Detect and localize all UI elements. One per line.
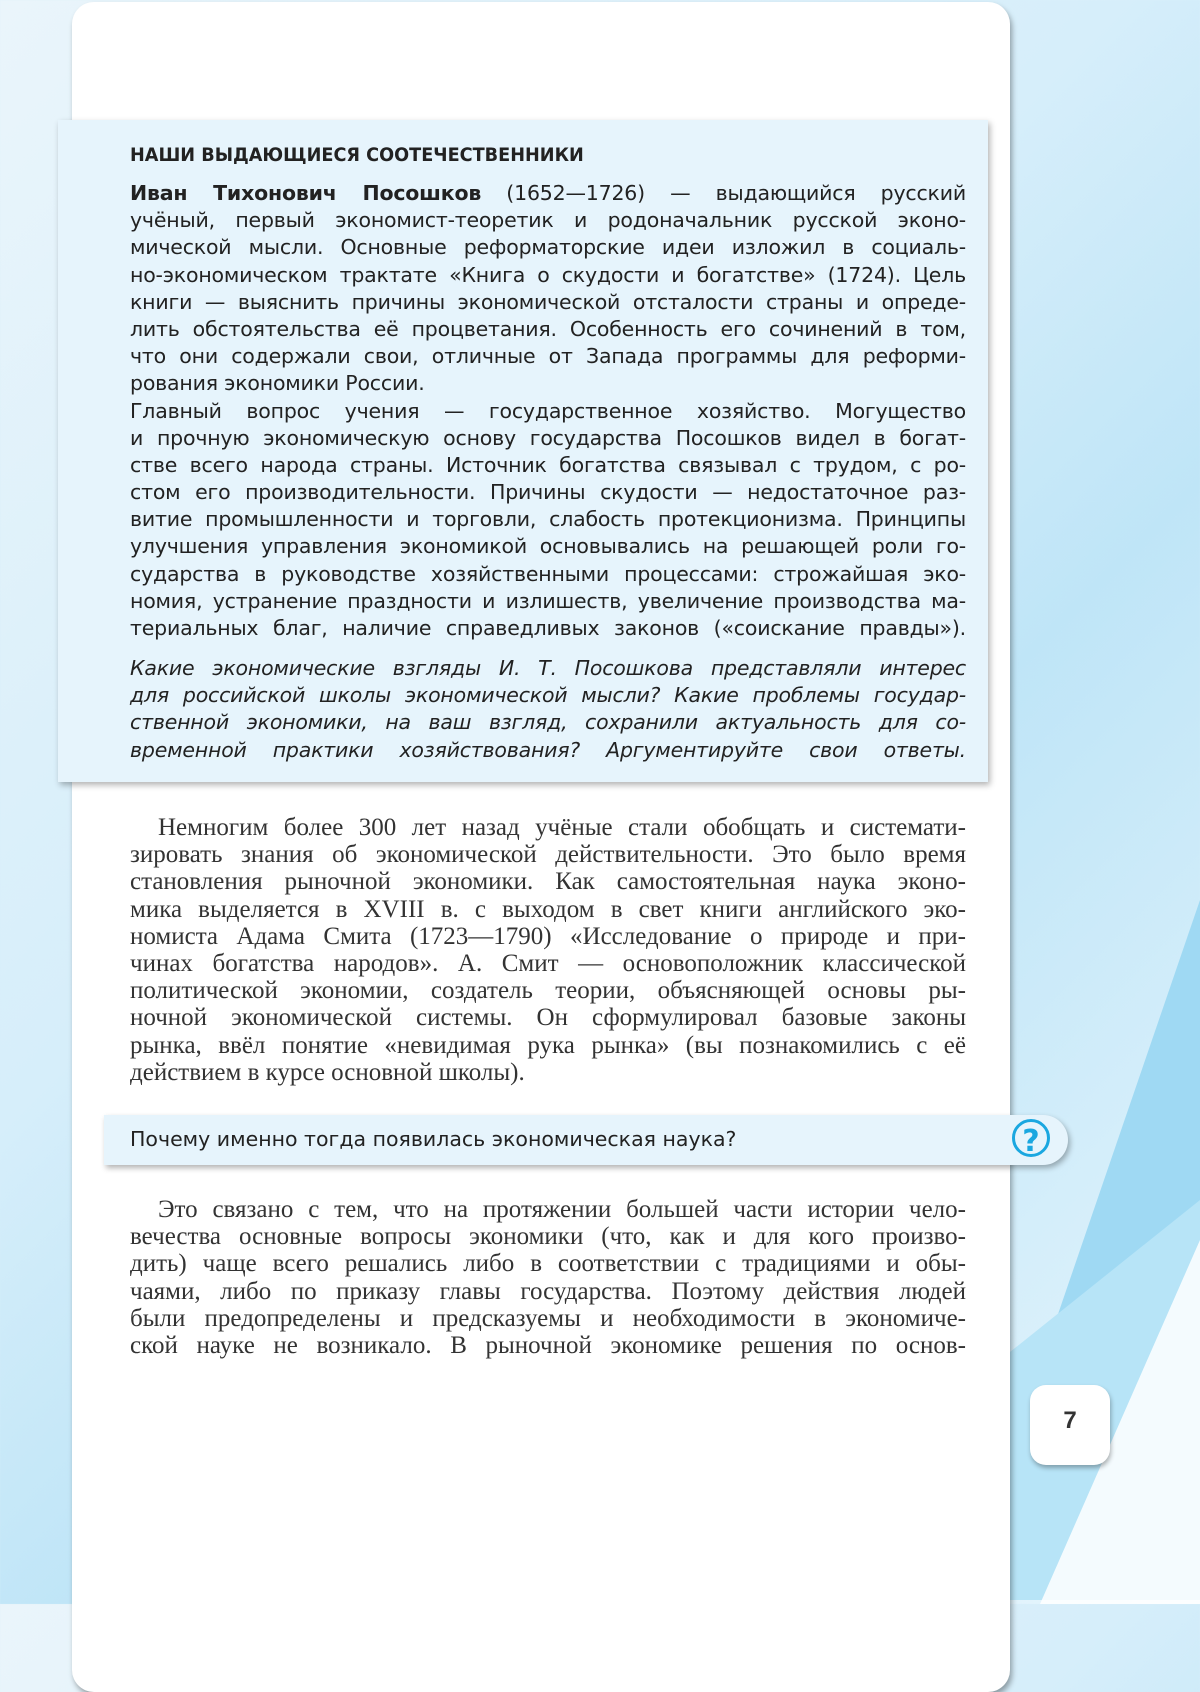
text-line: ской науке не возникало. В рыночной экономике решения по основ-: [130, 1331, 966, 1359]
text-line: чаями, либо по приказу главы государства. Поэтому действия людей: [130, 1277, 966, 1305]
text-line: политической экономии, создатель теории, объясняющей основы ры-: [130, 977, 966, 1005]
person-name: Иван Тихонович Посошков: [130, 181, 482, 205]
text-line: сударства в руководстве хозяйственными процессами: строжайшая эко-: [130, 561, 966, 586]
paragraph: [130, 1196, 966, 1359]
text-line: (1652—1726) — выдающийся русский: [481, 181, 966, 205]
text-line: учёный, первый экономист-теоретик и родоначальник русской эконо-: [130, 208, 966, 233]
text-line: мика выделяется в XVIII в. с выходом в свет книги английского эко-: [130, 895, 966, 923]
question-mark-icon: ?: [1012, 1119, 1050, 1157]
text-line: и прочную экономическую основу государства Посошков видел в богат-: [130, 425, 966, 450]
feature-body: [130, 180, 966, 642]
question-text: Почему именно тогда появилась экономическая наука?: [130, 1127, 737, 1151]
text-line: рынка, ввёл понятие «невидимая рука рынка» (вы познакомились с её: [130, 1031, 966, 1059]
text-line: номия, устранение праздности и излишеств, увеличение производства ма-: [130, 588, 966, 613]
text-line: Это связано с тем, что на протяжении большей части истории чело-: [158, 1196, 966, 1223]
text-line: витие промышленности и торговли, слабость протекционизма. Принципы: [130, 507, 966, 532]
text-line: что они содержали свои, отличные от Запада программы для реформи-: [130, 344, 966, 369]
text-line: вечества основные вопросы экономики (что, как и для кого произво-: [130, 1223, 966, 1251]
text-line: зировать знания об экономической действительности. Это было время: [130, 841, 966, 869]
text-line: чинах богатства народов». А. Смит — основоположник классической: [130, 949, 966, 977]
text-line: лить обстоятельства её процветания. Особенность его сочинений в том,: [130, 316, 966, 341]
text-line: временной практики хозяйствования? Аргументируйте свои ответы.: [130, 737, 966, 762]
text-line: для российской школы экономической мысли? Какие проблемы государ-: [130, 683, 966, 708]
text-line: Какие экономические взгляды И. Т. Посошкова представляли интерес: [130, 656, 966, 680]
text-line: были предопределены и предсказуемы и необходимости в экономиче-: [130, 1304, 966, 1332]
text-line: но-экономическом трактате «Книга о скудости и богатстве» (1724). Цель: [130, 262, 966, 287]
text-line: становления рыночной экономики. Как самостоятельная наука эконо-: [130, 868, 966, 896]
text-line: улучшения управления экономикой основывались на решающей роли го-: [130, 534, 966, 559]
text-line: номиста Адама Смита (1723—1790) «Исследование о природе и при-: [130, 922, 966, 950]
text-line: мической мысли. Основные реформаторские идеи изложил в социаль-: [130, 235, 966, 260]
paragraph: [130, 814, 966, 1086]
text-line: стве всего народа страны. Источник богатства связывал с трудом, с ро-: [130, 452, 966, 477]
text-line: Немногим более 300 лет назад учёные стали обобщать и системати-: [158, 814, 966, 841]
text-line: дить) чаще всего решались либо в соответствии с традициями и обы-: [130, 1250, 966, 1278]
text-line: рования экономики России.: [130, 371, 425, 396]
text-line: Главный вопрос учения — государственное хозяйство. Могущество: [130, 398, 966, 423]
question-bar: [104, 1115, 1068, 1165]
text-line: ночной экономической системы. Он сформулировал базовые законы: [130, 1004, 966, 1032]
text-line: книги — выяснить причины экономической отсталости страны и опреде-: [130, 289, 966, 314]
text-line: ственной экономики, на ваш взгляд, сохранили актуальность для со-: [130, 710, 966, 735]
feature-heading: НАШИ ВЫДАЮЩИЕСЯ СООТЕЧЕСТВЕННИКИ: [130, 144, 584, 166]
feature-questions: [130, 655, 966, 764]
text-line: териальных благ, наличие справедливых законов («соискание правды»).: [130, 616, 966, 640]
text-line: стом его производительности. Причины скудости — недостаточное раз-: [130, 480, 966, 505]
page-number: 7: [1030, 1385, 1110, 1465]
text-line: действием в курсе основной школы).: [130, 1058, 525, 1086]
